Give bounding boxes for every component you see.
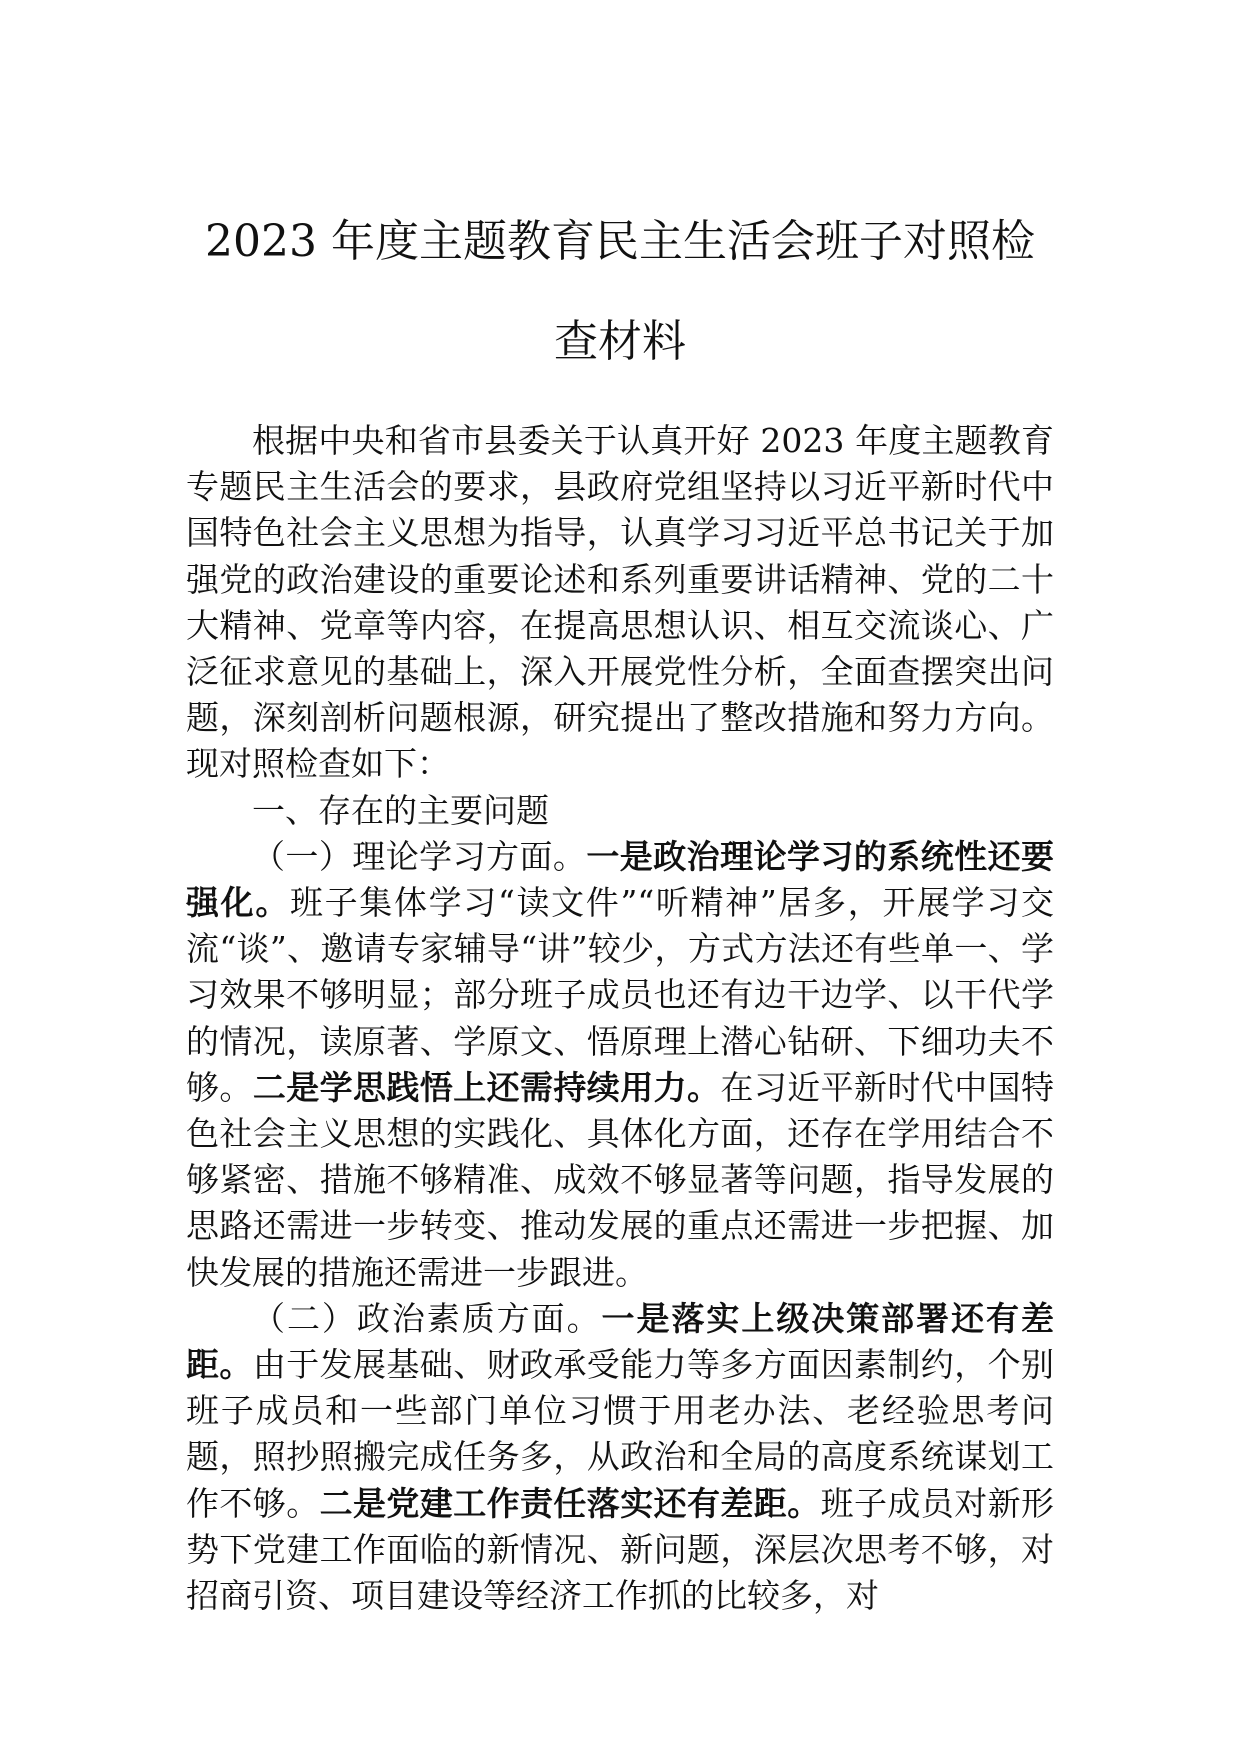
bold-point: 二是学思践悟上还需持续用力。	[252, 1067, 721, 1107]
paragraph-text: 班子成员对新形势下党建工作面临的新情况、新问题，深层次思考不够，对招商引资、项目建设等经济工作抓的比较多，对	[186, 1483, 1055, 1616]
bold-point: 一是落实上级决策部署还有差距。	[186, 1298, 1055, 1385]
bold-point: 一是政治理论学习的系统性还要强化。	[186, 836, 1055, 923]
title-line-2: 查材料	[554, 316, 686, 367]
title-line-1: 2023 年度主题教育民主生活会班子对照检	[205, 216, 1035, 267]
document-title	[186, 192, 1054, 392]
bold-point: 二是党建工作责任落实还有差距。	[319, 1483, 821, 1523]
paragraph-text: 班子集体学习“读文件”“听精神”居多，开展学习交流“谈”、邀请专家辅导“讲”较少，方式方法还有些单一、学习效果不够明显；部分班子成员也还有边干边学、以干代学的情况，读原著、学原文、悟原理上潜心钻研、下细功夫不够。	[186, 883, 1055, 1107]
paragraph-lead: （二）政治素质方面。	[252, 1298, 602, 1338]
paragraph-text: 在习近平新时代中国特色社会主义思想的实践化、具体化方面，还存在学用结合不够紧密、措施不够精准、成效不够显著等问题，指导发展的思路还需进一步转变、推动发展的重点还需进一步把握、加快发展的措施还需进一步跟进。	[186, 1067, 1055, 1292]
political-quality-paragraph	[186, 1296, 1054, 1619]
theory-study-paragraph	[186, 834, 1054, 1296]
section-heading: 一、存在的主要问题	[252, 790, 549, 830]
intro-paragraph: 根据中央和省市县委关于认真开好 2023 年度主题教育专题民主生活会的要求，县政府党组坚持以习近平新时代中国特色社会主义思想为指导，认真学习习近平总书记关于加强党的政治建设的重要论述和系列重要讲话精神、党的二十大精神、党章等内容，在提高思想认识、相互交流谈心、广泛征求意见的基础上，深入开展党性分析，全面查摆突出问题，深刻剖析问题根源，研究提出了整改措施和努力方向。现对照检查如下：	[186, 421, 1054, 784]
document-body	[186, 418, 1054, 1619]
paragraph-lead: （一）理论学习方面。	[252, 836, 587, 876]
paragraph-text: 由于发展基础、财政承受能力等多方面因素制约，个别班子成员和一些部门单位习惯于用老办法、老经验思考问题，照抄照搬完成任务多，从政治和全局的高度系统谋划工作不够。	[186, 1345, 1055, 1523]
